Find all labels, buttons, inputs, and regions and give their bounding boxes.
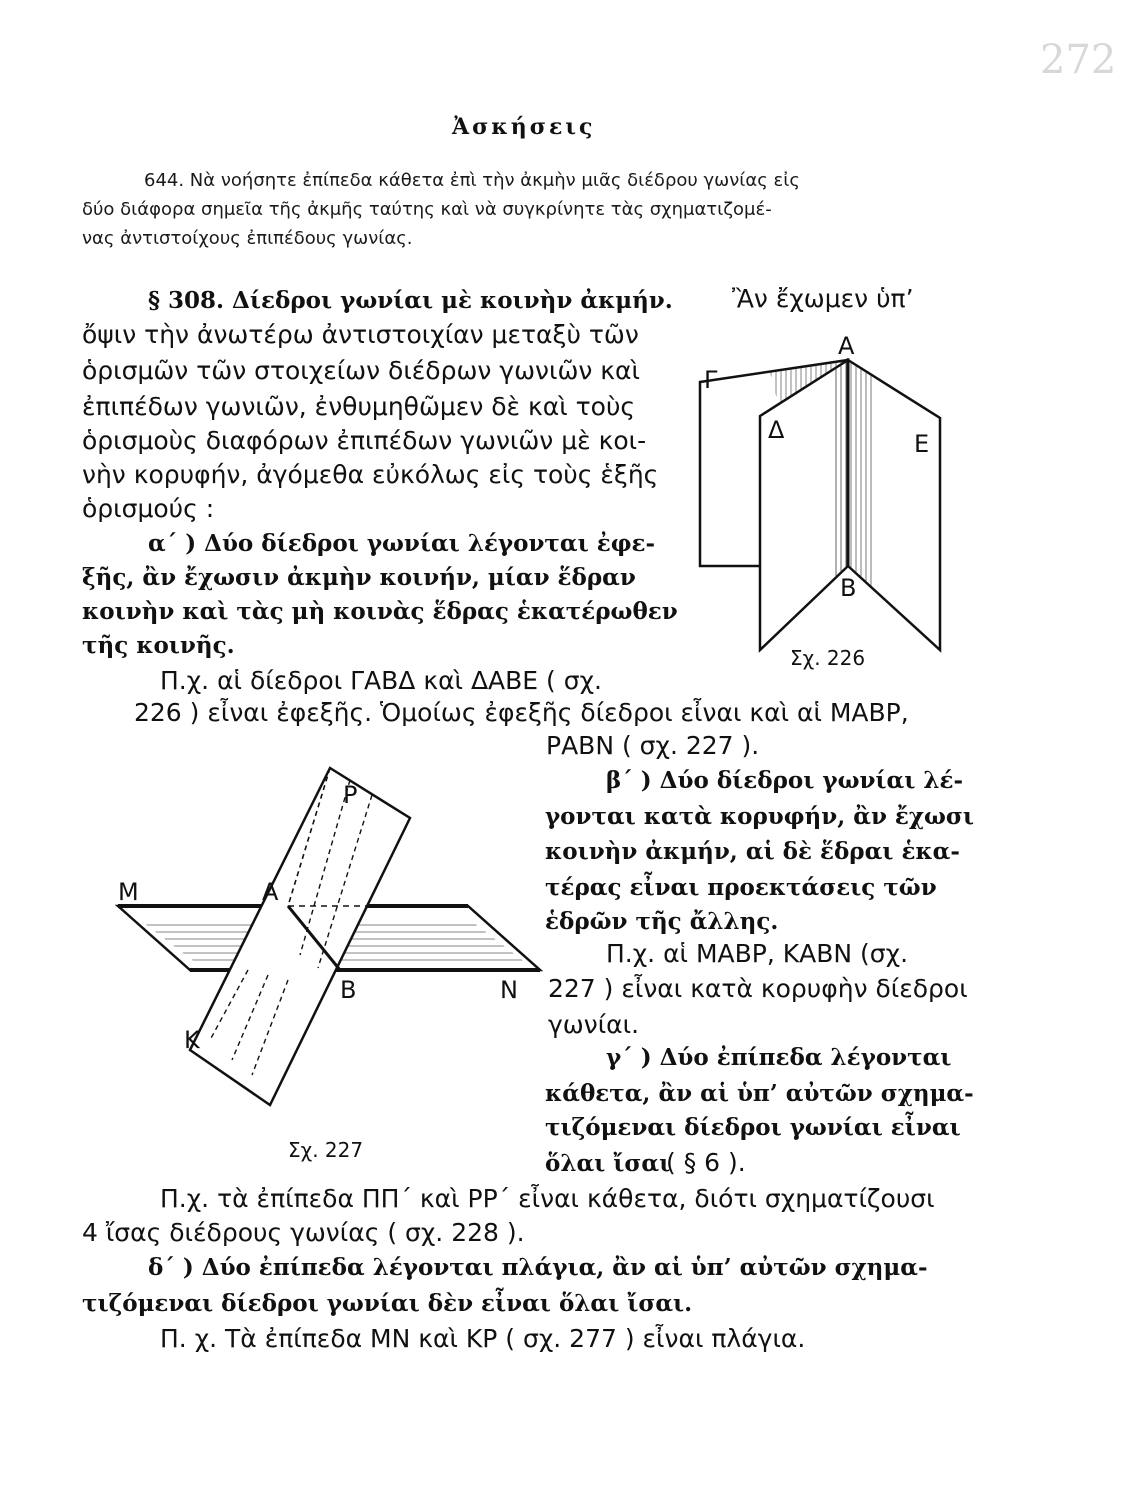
def-b-line-5: ἑδρῶν τῆς ἄλλης. (545, 908, 779, 935)
def-b-line-4: τέρας εἶναι προεκτάσεις τῶν (545, 874, 937, 901)
fig227-label-N: Ν (500, 976, 518, 1004)
exercise-644-line-3: νας ἀντιστοίχους ἐπιπέδους γωνίας. (82, 228, 413, 249)
def-d-example: Π. χ. Τὰ ἐπίπεδα ΜΝ καὶ ΚΡ ( σχ. 277 ) εἶναι πλάγια. (160, 1324, 806, 1353)
section-308-intro-line-2: ὁρισμῶν τῶν στοιχείων διέδρων γωνιῶν καὶ (82, 356, 640, 385)
def-b-line-1: β΄ ) Δύο δίεδροι γωνίαι λέ- (606, 767, 964, 794)
section-308-intro-line-4: ὁρισμοὺς διαφόρων ἐπιπέδων γωνιῶν μὲ κοι- (82, 426, 647, 455)
section-308-intro-line-1: ὄψιν τὴν ἀνωτέρω ἀντιστοιχίαν μεταξὺ τῶν (82, 320, 639, 349)
def-c-line-1: γ΄ ) Δύο ἐπίπεδα λέγονται (606, 1044, 952, 1071)
def-a-example-line-1: Π.χ. αἱ δίεδροι ΓΑΒΔ καὶ ΔΑΒΕ ( σχ. (160, 666, 602, 695)
def-a-line-4: τῆς κοινῆς. (82, 632, 235, 659)
fig226-label-E: Ε (914, 430, 930, 458)
def-a-example-line-3: ΡΑΒΝ ( σχ. 227 ). (546, 731, 760, 760)
def-c-ref: ( § 6 ). (666, 1148, 746, 1177)
def-a-line-2: ξῆς, ἂν ἔχωσιν ἀκμὴν κοινήν, μίαν ἕδραν (82, 564, 636, 591)
section-308-intro-line-5: νὴν κορυφήν, ἀγόμεθα εὐκόλως εἰς τοὺς ἑξῆς (82, 460, 659, 489)
def-b-line-2: γονται κατὰ κορυφήν, ἂν ἔχωσι (545, 803, 975, 830)
exercises-heading: Ἀσκήσεις (452, 114, 596, 140)
section-308-title: § 308. Δίεδροι γωνίαι μὲ κοινὴν ἀκμήν. (148, 287, 673, 314)
fig226-label-Delta: Δ (768, 416, 785, 444)
section-308-intro-line-6: ὁρισμούς : (82, 494, 215, 523)
def-a-example-line-2: 226 ) εἶναι ἐφεξῆς. Ὁμοίως ἐφεξῆς δίεδροι εἶναι καὶ αἱ ΜΑΒΡ, (134, 698, 909, 727)
fig227-label-P: Ρ (343, 781, 358, 809)
fig227-label-B: Β (340, 976, 357, 1004)
def-b-example-line-1: Π.χ. αἱ ΜΑΒΡ, ΚΑΒΝ (σχ. (606, 939, 909, 968)
def-c-example-line-2: 4 ἴσας διέδρους γωνίας ( σχ. 228 ). (82, 1218, 525, 1247)
figure-226-caption: Σχ. 226 (790, 646, 866, 670)
def-c-example-line-1: Π.χ. τὰ ἐπίπεδα ΠΠ΄ καὶ ΡΡ΄ εἶναι κάθετα, διότι σχηματίζουσι (160, 1184, 935, 1213)
section-308-intro-tail: Ἂν ἔχωμεν ὑπ’ (732, 284, 914, 313)
fig227-label-K: Κ (184, 1026, 200, 1054)
exercise-644-line-2: δύο διάφορα σημεῖα τῆς ἀκμῆς ταύτης καὶ νὰ συγκρίνητε τὰς σχηματιζομέ- (82, 199, 772, 220)
def-a-line-1: α΄ ) Δύο δίεδροι γωνίαι λέγονται ἐφε- (148, 530, 656, 557)
page-number-bleed: 272 (1040, 37, 1117, 83)
def-b-example-line-3: γωνίαι. (548, 1010, 640, 1039)
figure-227-caption: Σχ. 227 (288, 1138, 364, 1162)
def-d-line-1: δ΄ ) Δύο ἐπίπεδα λέγονται πλάγια, ἂν αἱ ὑπ’ αὐτῶν σχημα- (148, 1254, 928, 1281)
def-a-line-3: κοινὴν καὶ τὰς μὴ κοινὰς ἕδρας ἑκατέρωθεν (82, 598, 678, 625)
fig226-label-A: Α (838, 332, 855, 360)
def-c-line-2: κάθετα, ἂν αἱ ὑπ’ αὐτῶν σχημα- (545, 1080, 974, 1107)
def-d-line-2: τιζόμεναι δίεδροι γωνίαι δὲν εἶναι ὅλαι ἴσαι. (82, 1290, 693, 1317)
figure-227-drawing (118, 768, 540, 1105)
def-b-line-3: κοινὴν ἀκμήν, αἱ δὲ ἕδραι ἑκα- (545, 838, 960, 865)
fig226-label-B: Β (840, 574, 857, 602)
def-c-line-3: τιζόμεναι δίεδροι γωνίαι εἶναι (545, 1114, 961, 1141)
exercise-644-line-1: 644. Νὰ νοήσητε ἐπίπεδα κάθετα ἐπὶ τὴν ἀκμὴν μιᾶς διέδρου γωνίας εἰς (144, 170, 800, 191)
fig226-label-Gamma: Γ (704, 366, 718, 394)
section-308-intro-line-3: ἐπιπέδων γωνιῶν, ἐνθυμηθῶμεν δὲ καὶ τοὺς (82, 392, 636, 421)
def-c-line-4: ὅλαι ἴσαι (545, 1150, 671, 1177)
fig227-label-M: Μ (118, 878, 139, 906)
fig227-label-A: Α (262, 878, 279, 906)
def-b-example-line-2: 227 ) εἶναι κατὰ κορυφὴν δίεδροι (548, 974, 968, 1003)
